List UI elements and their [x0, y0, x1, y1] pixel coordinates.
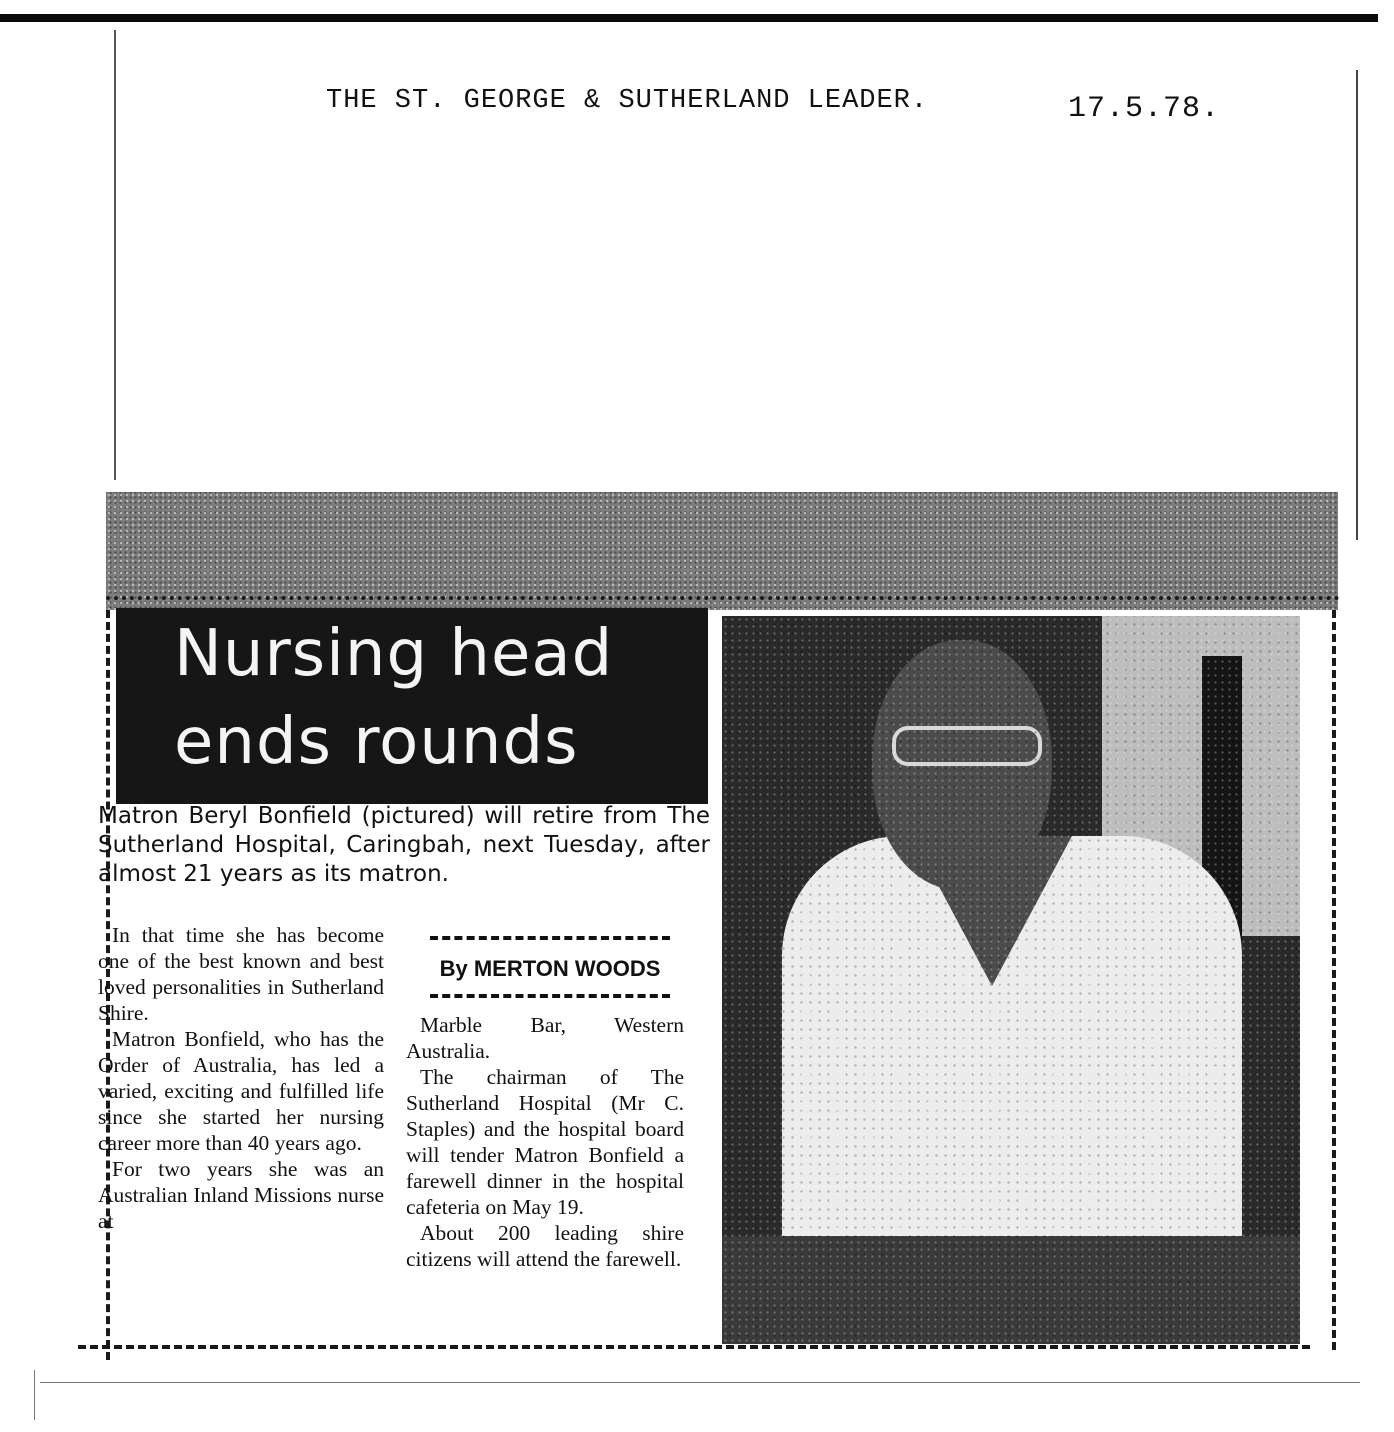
- publication-date: 17.5.78.: [1068, 92, 1221, 126]
- headline-line-2: ends rounds: [174, 705, 579, 779]
- paragraph: In that time she has become one of the best known and best loved personalities in Sutherland Shire.: [98, 923, 384, 1025]
- paragraph: For two years she was an Australian Inland Missions nurse at: [98, 1157, 384, 1233]
- page-edge-bottom: [40, 1382, 1360, 1383]
- paragraph: Matron Bonfield, who has the Order of Australia, has led a varied, exciting and fulfilled life since she started her nursing career more than 40 years ago.: [98, 1027, 384, 1155]
- photo-halftone: [722, 616, 1300, 1344]
- headline-box: [116, 608, 708, 804]
- border-bottom: [78, 1345, 1310, 1349]
- border-right: [1332, 610, 1336, 1350]
- paragraph: About 200 leading shire citizens will attend the farewell.: [406, 1221, 684, 1271]
- publication-name: THE ST. GEORGE & SUTHERLAND LEADER.: [326, 86, 929, 116]
- byline-rule-bottom: [430, 994, 670, 998]
- page-edge-right: [1356, 70, 1358, 540]
- byline-rule-top: [430, 936, 670, 940]
- headline-line-1: Nursing head: [174, 617, 614, 691]
- paragraph: Marble Bar, Western Australia.: [406, 1013, 684, 1063]
- newspaper-clipping: [78, 492, 1342, 1362]
- byline-box: [430, 936, 670, 1006]
- page-edge-left-lower: [34, 1370, 35, 1420]
- byline: By MERTON WOODS: [439, 956, 661, 981]
- lead-paragraph: Matron Beryl Bonfield (pictured) will retire from The Sutherland Hospital, Caringbah, next Tuesday, after almost 21 years as its matron.: [98, 803, 710, 887]
- halftone-band: [106, 492, 1338, 610]
- page-edge-left: [114, 30, 116, 480]
- paragraph: The chairman of The Sutherland Hospital (Mr C. Staples) and the hospital board will tender Matron Bonfield a farewell dinner in the hospital cafeteria on May 19.: [406, 1065, 684, 1219]
- top-rule: [0, 14, 1378, 22]
- page-header: [326, 86, 1246, 136]
- article-column-1: [98, 922, 384, 1234]
- article-column-2: [406, 1012, 684, 1272]
- matron-photo: [722, 616, 1300, 1344]
- headline: [174, 610, 613, 786]
